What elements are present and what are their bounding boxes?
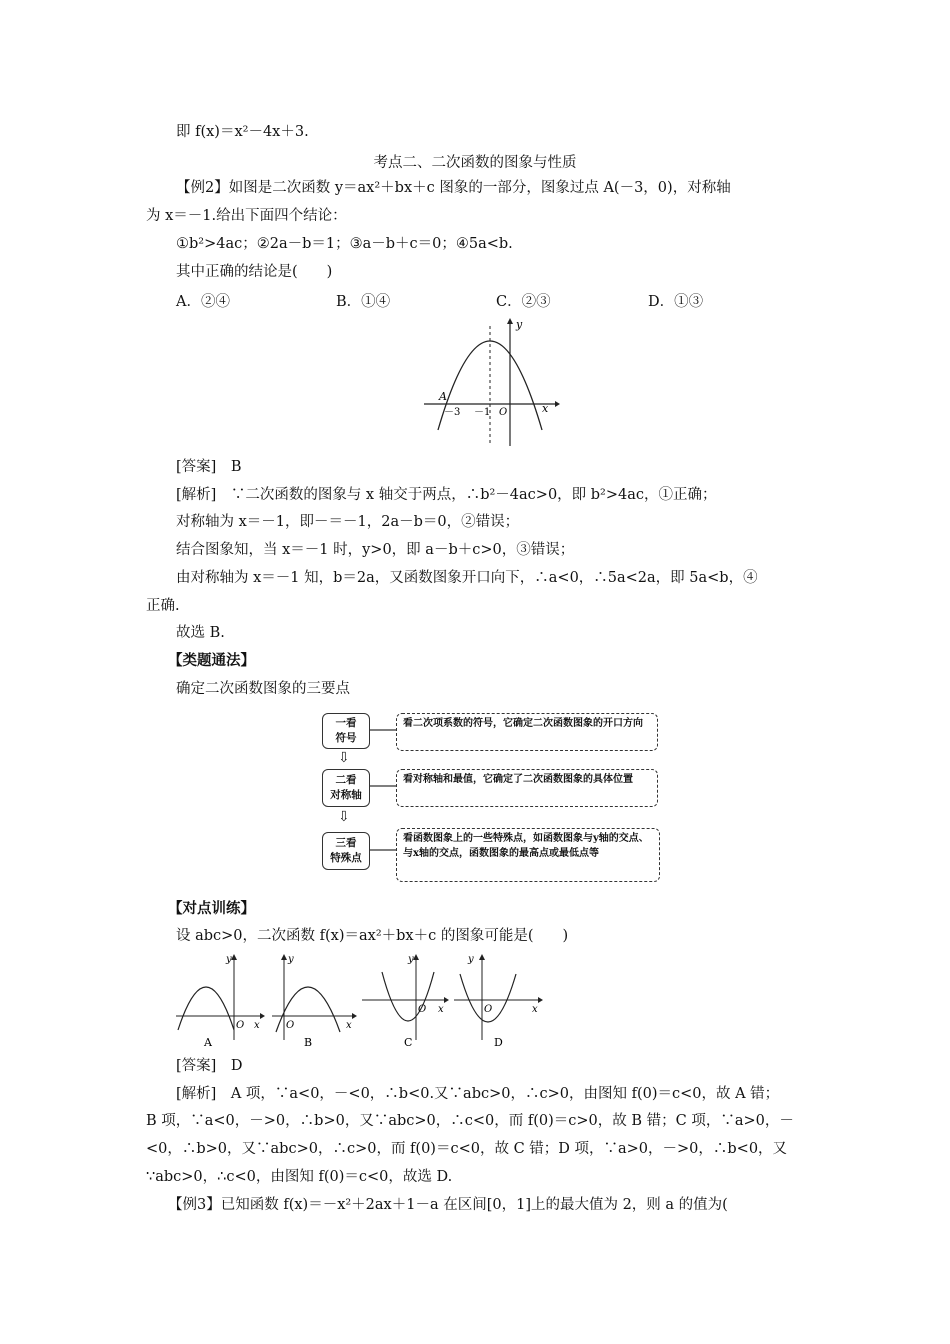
x-axis-arrow xyxy=(555,401,560,407)
y-label: y xyxy=(516,318,523,331)
flow-step1-box xyxy=(322,713,370,749)
example2-analysis-5: 正确. xyxy=(146,598,180,614)
option-c: C．②③ xyxy=(496,294,551,310)
example2-line1: 【例2】如图是二次函数 y＝ax²＋bx＋c 图象的一部分，图象过点 A(－3，0)，对称轴 xyxy=(176,180,731,196)
example2-conclusions: ①b²>4ac；②2a－b＝1；③a－b＋c＝0；④5a<b. xyxy=(176,236,513,252)
y-axis-arrow xyxy=(507,318,513,324)
section-title: 考点二、二次函数的图象与性质 xyxy=(373,155,577,171)
graph-b xyxy=(272,954,357,1049)
intro-line: 即 f(x)＝x²－4x＋3. xyxy=(176,124,309,140)
graph-c-x-label: x xyxy=(438,1004,444,1015)
graph-c xyxy=(362,954,449,1049)
flow-step2-box xyxy=(322,769,370,807)
method-heading: 【类题通法】 xyxy=(168,652,255,669)
example2-analysis-6: 故选 B. xyxy=(176,625,225,641)
example2-answer: [答案] B xyxy=(176,459,242,475)
graph-b-caption: B xyxy=(304,1036,313,1049)
graph-a xyxy=(176,954,265,1049)
graph-b-origin: O xyxy=(286,1020,295,1031)
flow-step1-line1: 一看 xyxy=(335,717,357,729)
option-d: D．①③ xyxy=(648,294,704,310)
x-label: x xyxy=(542,402,549,415)
flow-arrow-down-icon: ⇩ xyxy=(338,809,350,825)
practice-heading: 【对点训练】 xyxy=(168,900,255,917)
graph-c-origin: O xyxy=(418,1004,427,1015)
flow-step3-line2: 特殊点 xyxy=(330,852,362,864)
origin-label: O xyxy=(499,407,508,418)
graph-a-y-label: y xyxy=(226,954,232,965)
practice-analysis-2: B 项，∵a<0，－>0，∴b>0，又∵abc>0，∴c<0，而 f(0)＝c>0，故 B 错；C 项，∵a>0，－ xyxy=(146,1113,794,1129)
flow-step1-line2: 符号 xyxy=(335,732,357,744)
flow-step3-note: 看函数图象上的一些特殊点，如函数图象与y轴的交点、与x轴的交点，函数图象的最高点或最低点等 xyxy=(396,828,660,882)
option-a: A．②④ xyxy=(176,294,230,310)
example3-line1: 【例3】已知函数 f(x)＝－x²＋2ax＋1－a 在区间[0，1]上的最大值为 2，则 a 的值为( xyxy=(168,1197,728,1213)
point-a-label: A xyxy=(439,390,447,403)
tick-neg3: －3 xyxy=(444,407,461,418)
example2-parabola-figure xyxy=(420,316,560,450)
flow-step3-box xyxy=(322,832,370,870)
tick-neg1: －1 xyxy=(474,407,491,418)
graph-d-origin: O xyxy=(484,1004,493,1015)
graph-a-origin: O xyxy=(236,1020,245,1031)
practice-analysis-4: ∵abc>0，∴c<0，由图知 f(0)＝c<0，故选 D. xyxy=(146,1169,453,1185)
example2-analysis-4: 由对称轴为 x＝－1 知，b＝2a，又函数图象开口向下，∴a<0，∴5a<2a，即 5a<b，④ xyxy=(176,570,758,586)
flow-step2-note: 看对称轴和最值，它确定了二次函数图象的具体位置 xyxy=(396,769,658,807)
graph-d-y-label: y xyxy=(468,954,474,965)
flow-step2-line2: 对称轴 xyxy=(330,789,362,801)
graph-d-x-label: x xyxy=(532,1004,538,1015)
example2-analysis-3: 结合图象知，当 x＝－1 时，y>0，即 a－b＋c>0，③错误； xyxy=(176,542,575,558)
example2-question: 其中正确的结论是( ) xyxy=(176,264,333,280)
method-subtitle: 确定二次函数图象的三要点 xyxy=(176,681,350,697)
graph-b-x-label: x xyxy=(346,1020,352,1031)
practice-graphs xyxy=(172,952,552,1050)
example2-analysis-2: 对称轴为 x＝－1，即－＝－1，2a－b＝0，②错误； xyxy=(176,514,520,530)
flow-arrow-down-icon: ⇩ xyxy=(338,750,350,766)
practice-question: 设 abc>0，二次函数 f(x)＝ax²＋bx＋c 的图象可能是( ) xyxy=(176,928,569,944)
practice-analysis-1: [解析] A 项，∵a<0，－<0，∴b<0.又∵abc>0，∴c>0，由图知 f(0)＝c<0，故 A 错； xyxy=(176,1086,780,1102)
example2-analysis-1: [解析] ∵二次函数的图象与 x 轴交于两点，∴b²－4ac>0，即 b²>4ac，①正确； xyxy=(176,487,717,503)
graph-b-y-label: y xyxy=(288,954,294,965)
flow-step3-line1: 三看 xyxy=(335,837,357,849)
practice-answer: [答案] D xyxy=(176,1058,243,1074)
flow-step2-line1: 二看 xyxy=(335,774,357,786)
option-b: B．①④ xyxy=(336,294,391,310)
flow-step1-note: 看二次项系数的符号，它确定二次函数图象的开口方向 xyxy=(396,713,658,751)
graph-c-y-label: y xyxy=(408,954,414,965)
graph-a-caption: A xyxy=(204,1036,212,1049)
practice-analysis-3: <0，∴b>0，又∵abc>0，∴c>0，而 f(0)＝c<0，故 C 错；D 项，∵a>0，－>0，∴b<0，又 xyxy=(146,1141,788,1157)
graph-c-caption: C xyxy=(404,1036,413,1049)
graph-d-caption: D xyxy=(494,1036,503,1049)
example2-line2: 为 x＝－1.给出下面四个结论： xyxy=(146,208,347,224)
graph-d xyxy=(454,954,543,1049)
graph-a-x-label: x xyxy=(254,1020,260,1031)
